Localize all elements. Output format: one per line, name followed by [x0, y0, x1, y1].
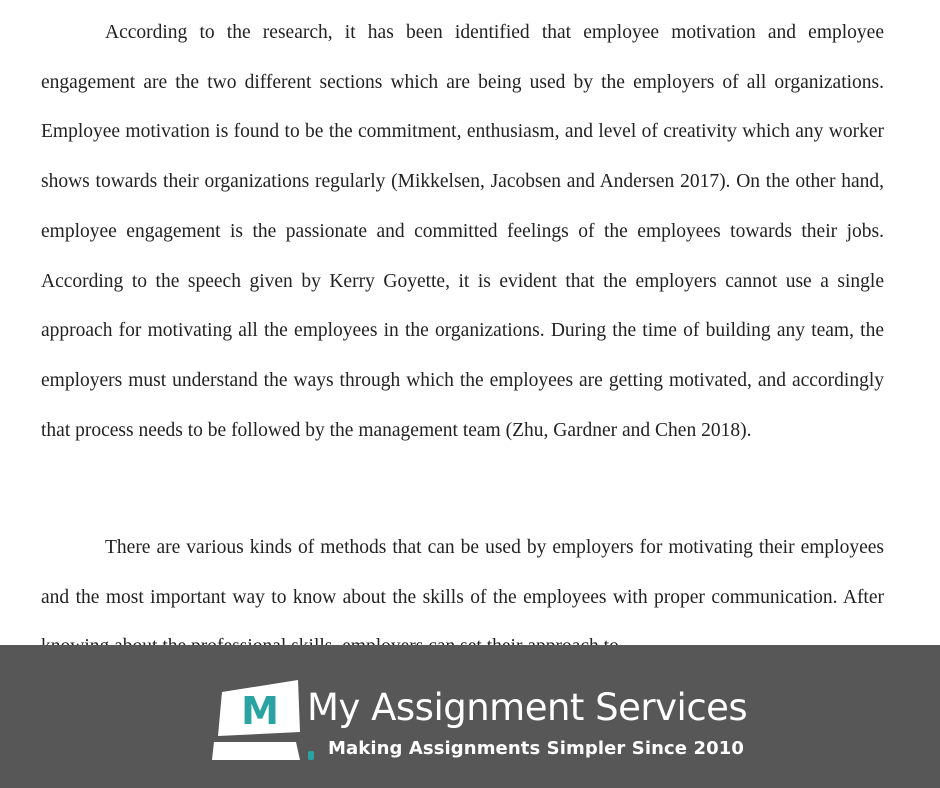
m-monitor-logo-icon [212, 680, 304, 764]
brand-tagline: Making Assignments Simpler Since 2010 [328, 738, 744, 759]
brand-name: My Assignment Services [307, 686, 748, 729]
paragraph-2: There are various kinds of methods that can be used by employers for motivating their employees and the most important way to know about the skills of the employees with proper communication. After [41, 537, 884, 608]
accent-dot-icon [306, 748, 316, 762]
paragraph-1: According to the research, it has been identified that employee motivation and employee engagement are the two different sections which are being used by the employers of all organizations. Employee motivation is found to be the commitment, enthusiasm, and level of creativity which any worker shows towards their organizations regularly (Mikkelsen, Jacobsen and Andersen 2017). On the other hand, employee engagement is the passionate and committed feelings of the employees towards their jobs. According to the speech given by Kerry Goyette, it is evident that the employers cannot use a single approach for motivating all the employees in the organizations. During the time of building any team, the employers must understand the ways through which the employees are getting motivated, and accordingly that process needs to be followed by the management team (Zhu, Gardner and Chen 2018). [41, 22, 884, 441]
logo-letter: M [241, 689, 279, 733]
